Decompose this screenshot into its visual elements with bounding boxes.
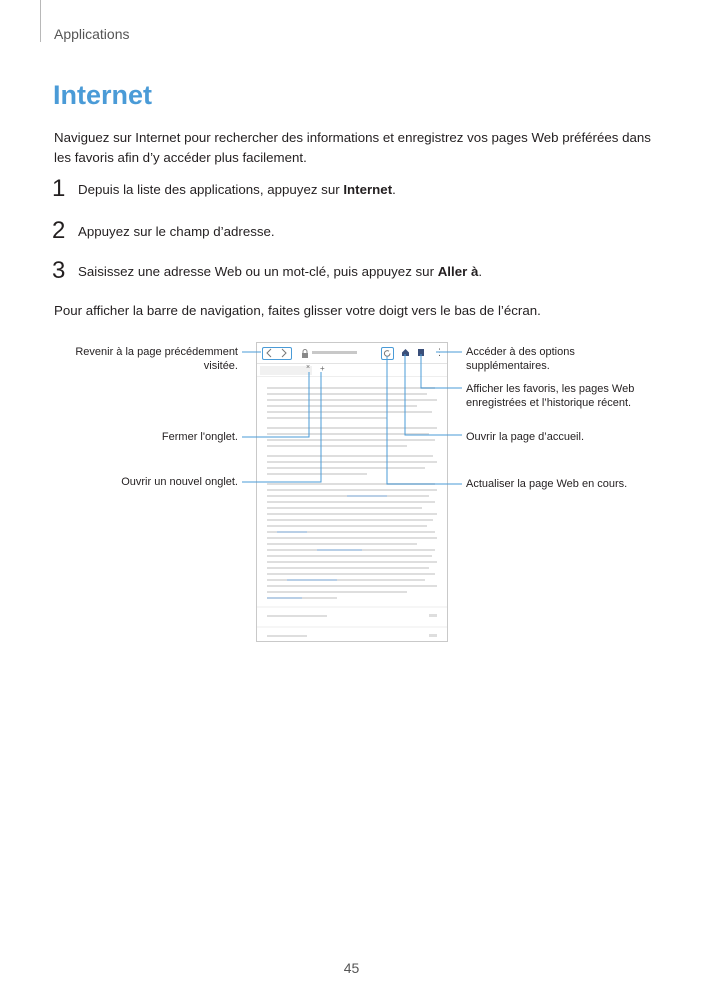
step-number: 3: [52, 257, 66, 284]
callout-options: Accéder à des options supplémentaires.: [466, 346, 575, 372]
page-number: 45: [343, 960, 360, 976]
step-number: 1: [52, 175, 66, 202]
browser-screenshot: [256, 342, 448, 642]
step-2: [52, 218, 275, 244]
step-text: Depuis la liste des applications, appuyez sur Internet.: [78, 181, 396, 197]
new-tab-icon[interactable]: +: [320, 364, 325, 373]
intro-paragraph: Naviguez sur Internet pour rechercher des informations et enregistrez vos pages Web préférées dans les favoris afin d’y accéder plus facilement.: [54, 130, 651, 165]
close-tab-icon[interactable]: ×: [306, 364, 311, 371]
header-rule: [40, 0, 41, 42]
step-3: [52, 258, 482, 284]
callout-back: Revenir à la page précédemment visitée.: [75, 346, 238, 372]
section-label: Applications: [54, 26, 130, 42]
callout-close-tab: Fermer l'onglet.: [161, 431, 238, 443]
page-title: Internet: [53, 80, 153, 110]
step-text: Appuyez sur le champ d’adresse.: [78, 223, 275, 239]
callout-new-tab: Ouvrir un nouvel onglet.: [121, 476, 238, 488]
navigation-note: Pour afficher la barre de navigation, faites glisser votre doigt vers le bas de l’écran.: [54, 303, 541, 318]
callout-bookmarks: Afficher les favoris, les pages Web enregistrées et l’historique récent.: [466, 383, 635, 409]
step-text: Saisissez une adresse Web ou un mot-clé, puis appuyez sur Aller à.: [78, 263, 483, 279]
callout-refresh: Actualiser la page Web en cours.: [466, 478, 628, 490]
callout-home: Ouvrir la page d’accueil.: [466, 431, 585, 443]
page-content-placeholder: [257, 343, 447, 641]
more-options-icon[interactable]: ⋮: [435, 347, 444, 357]
step-1: [52, 176, 396, 202]
step-number: 2: [52, 217, 66, 244]
